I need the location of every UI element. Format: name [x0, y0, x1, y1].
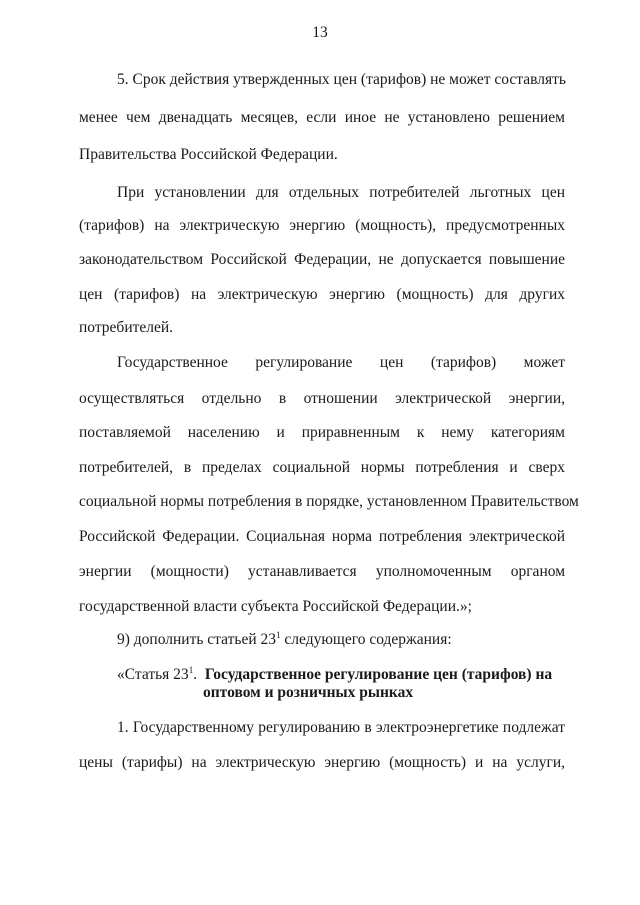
text-line: потребителей, в пределах социальной нормы потребления и сверх [79, 459, 565, 476]
text-line: Российской Федерации. Социальная норма потребления электрической [79, 528, 565, 545]
text-line: (тарифов) на электрическую энергию (мощность), предусмотренных [79, 217, 565, 234]
text-line: цен (тарифов) на электрическую энергию (мощность) для других [79, 286, 565, 303]
amendment-item: 9) дополнить статьей $23^1$ следующего содержания: [117, 629, 452, 648]
text-line: законодательством Российской Федерации, не допускается повышение [79, 251, 565, 268]
text-line: государственной власти субъекта Российской Федерации.»; [79, 598, 472, 615]
text-line: социальной нормы потребления в порядке, установленном Правительством [79, 493, 579, 510]
article-heading: «Статья $23^1$. Государственное регулирование цен (тарифов) на [117, 664, 553, 683]
article-heading-line2: оптовом и розничных рынках [203, 684, 414, 701]
text-line: Правительства Российской Федерации. [79, 146, 338, 163]
text-line: Государственное регулирование цен (тарифов) может [117, 354, 565, 371]
text-line: энергии (мощности) устанавливается уполномоченным органом [79, 563, 565, 580]
text-line: 1. Государственному регулированию в электроэнергетике подлежат [117, 719, 565, 736]
text-line: потребителей. [79, 319, 174, 336]
text-line: менее чем двенадцать месяцев, если иное не установлено решением [79, 109, 565, 126]
text-line: 5. Срок действия утвержденных цен (тарифов) не может составлять [117, 71, 566, 88]
text-line: цены (тарифы) на электрическую энергию (мощность) и на услуги, [79, 754, 565, 771]
text-line: осуществляться отдельно в отношении электрической энергии, [79, 390, 565, 407]
text-line: поставляемой населению и приравненным к нему категориям [79, 424, 565, 441]
text-line: При установлении для отдельных потребителей льготных цен [117, 184, 565, 201]
page-number: 13 [312, 24, 328, 41]
